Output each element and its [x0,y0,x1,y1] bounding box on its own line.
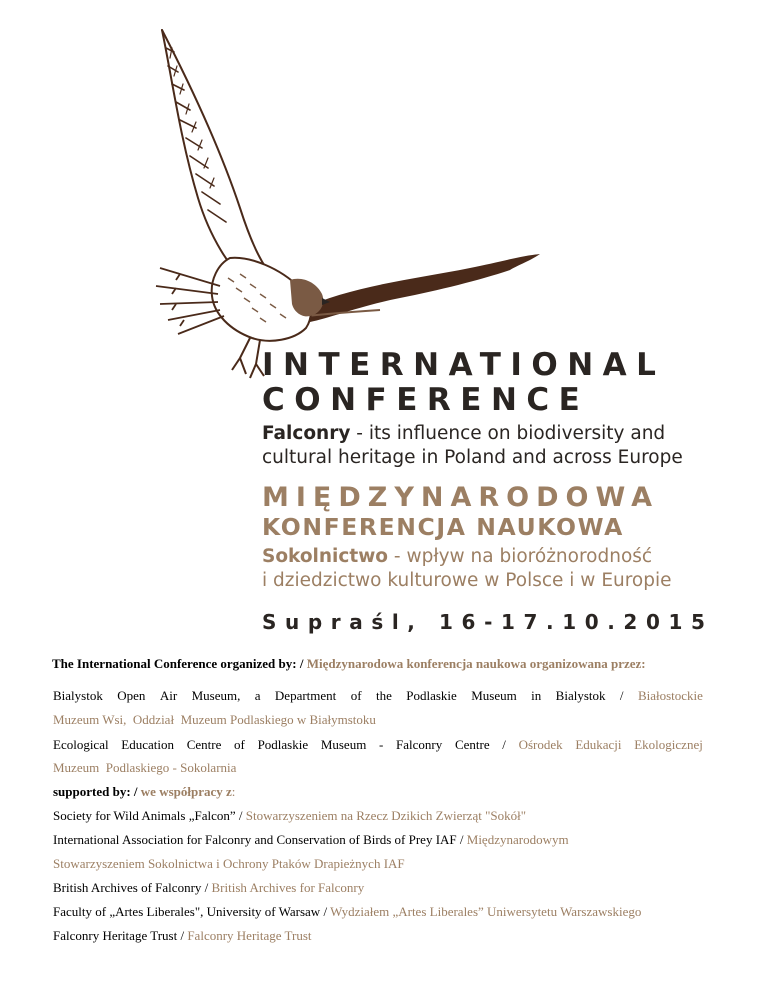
subtitle-en-line2: cultural heritage in Poland and across Europe [262,447,683,468]
subtitle-en-line1 [262,425,665,444]
subtitle-en-line1-rest: - its influence on biodiversity and [350,423,666,444]
word: Ecological [53,737,109,752]
supporters-heading-colon: : [231,784,236,799]
subtitle-en-bold: Falconry [262,423,351,444]
word: / [502,737,506,752]
supporter-4-pl: Wydziałem „Artes Liberales” Uniwersytetu Warszawskiego [330,904,642,919]
word-pl: Ośrodek [518,737,563,752]
date-location: Supraśl, 16-17.10.2015 [262,610,714,634]
word: of [234,737,245,752]
word: Open [117,688,146,703]
supporter-2-pl-line2: Stowarzyszeniem Sokolnictwa i Ochrony Ptaków Drapieżnych IAF [53,856,405,871]
supporter-4 [53,904,703,920]
subtitle-pl-bold: Sokolnictwo [262,546,389,567]
subtitle-pl-line1 [262,548,652,567]
organizer-2-line2: Muzeum Podlaskiego - Sokolarnia [53,760,237,775]
word: Museum, [191,688,241,703]
word: Education [121,737,174,752]
organizer-2-line1 [53,737,703,753]
word: Podlaskie [257,737,309,752]
word: Museum [471,688,517,703]
word: Podlaskie [406,688,457,703]
word: Falconry [396,737,443,752]
word: Air [159,688,178,703]
supporter-4-en: Faculty of „Artes Liberales", University of Warsaw / [53,904,331,919]
supporter-1 [53,808,703,824]
organizer-1-line2: Muzeum Wsi, Oddział Muzeum Podlaskiego w Białymstoku [53,712,376,727]
word: Museum [320,737,367,752]
subtitle-pl-line1-rest: - wpływ na bioróżnorodność [388,546,653,567]
title-en-line2: CONFERENCE [262,382,590,418]
organizers-heading-en: The International Conference organized by: / [52,656,307,671]
supporter-5-pl: Falconry Heritage Trust [187,928,312,943]
word-pl: Białostockie [637,688,703,703]
supporter-3-pl: British Archives for Falconry [211,880,365,895]
supporter-5-en: Falconry Heritage Trust / [53,928,188,943]
word: / [619,688,624,703]
word-pl: Ekologicznej [634,737,703,752]
supporter-1-pl: Stowarzyszeniem na Rzecz Dzikich Zwierząt "Sokół" [245,808,527,823]
supporter-3 [53,880,703,896]
supporters-heading-en: supported by: / [53,784,141,799]
word: Bialystok [53,688,103,703]
word: a [254,688,261,703]
supporter-2-pl-line1: Międzynarodowym [466,832,569,847]
word: Centre [454,737,490,752]
organizers-heading-pl: Międzynarodowa konferencja naukowa organizowana przez: [306,656,646,671]
word: of [350,688,362,703]
supporter-1-en: Society for Wild Animals „Falcon” / [53,808,246,823]
word-pl: Edukacji [575,737,622,752]
supporters-heading-pl: we współpracy z [140,784,232,799]
word: the [375,688,392,703]
title-pl-line2: KONFERENCJA NAUKOWA [262,513,624,541]
word: Bialystok [555,688,606,703]
title-pl-line1: MIĘDZYNARODOWA [262,482,659,513]
supporter-2-line1 [53,832,703,848]
organizer-1-line1 [53,688,703,704]
supporters-heading [53,784,703,800]
word: in [531,688,542,703]
word: - [379,737,384,752]
organizers-heading [52,656,646,672]
word: Centre [186,737,222,752]
supporter-5 [53,928,703,944]
subtitle-pl-line2: i dziedzictwo kulturowe w Polsce i w Europie [262,570,672,591]
title-en-line1: INTERNATIONAL [262,347,666,383]
supporter-3-en: British Archives of Falconry / [53,880,212,895]
supporter-2-en: International Association for Falconry and Conservation of Birds of Prey IAF / [53,832,467,847]
word: Department [274,688,337,703]
